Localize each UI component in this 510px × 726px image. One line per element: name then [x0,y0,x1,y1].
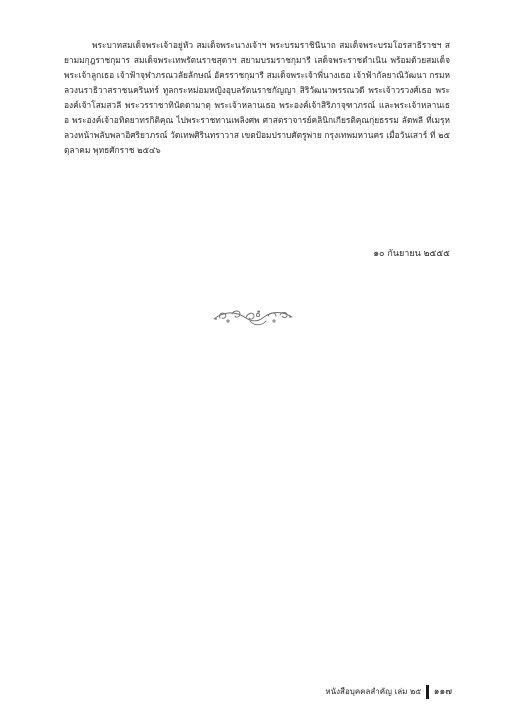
document-date: ๑๐ กันยายน ๒๕๕๕ [373,249,450,259]
body-paragraph: พระบาทสมเด็จพระเจ้าอยู่หัว สมเด็จพระนางเจ้าฯ พระบรมราชินีนาถ สมเด็จพระบรมโอรสาธิราชฯ สยามมกุฎราชกุมาร สมเด็จพระเทพรัตนราชสุดาฯ สยามบรมราชกุมารี เสด็จพระราชดำเนิน พร้อมด้วยสมเด็จพระเจ้าลูกเธอ เจ้าฟ้าจุฬาภรณวลัยลักษณ์ อัครราชกุมารี สมเด็จพระเจ้าพี่นางเธอ เจ้าฟ้ากัลยาณิวัฒนา กรมหลวงนราธิวาสราชนครินทร์ ทูลกระหม่อมหญิงอุบลรัตนราชกัญญา สิริวัฒนาพรรณวดี พระเจ้าวรวงศ์เธอ พระองค์เจ้าโสมสวลี พระวรราชาทินัดดามาตุ พระเจ้าหลานเธอ พระองค์เจ้าสิริภาจุฑาภรณ์ และพระเจ้าหลานเธอ พระองค์เจ้าอทิตยาทรกิติคุณ ไปพระราชทานเพลิงศพ ศาสตราจารย์คลินิกเกียรติคุณกุ่ยธรรม ลัดพลี ที่เมรุหลวงหน้าพลับพลาอิศริยาภรณ์ วัดเทพศิรินทราวาส เขตป้อมปราบศัตรูพ่าย กรุงเทพมหานคร เมื่อวันเสาร์ ที่ ๒๕ ตุลาคม พุทธศักราช ๒๕๔๖ [64,40,450,155]
footer-book-title: หนังสือบุคคลสำคัญ เล่ม ๒๕ [325,687,422,696]
footer-divider [426,685,429,699]
page-number: ๑๑๗ [433,687,452,697]
floral-scroll-ornament-icon [210,306,296,328]
page-footer [325,684,452,700]
